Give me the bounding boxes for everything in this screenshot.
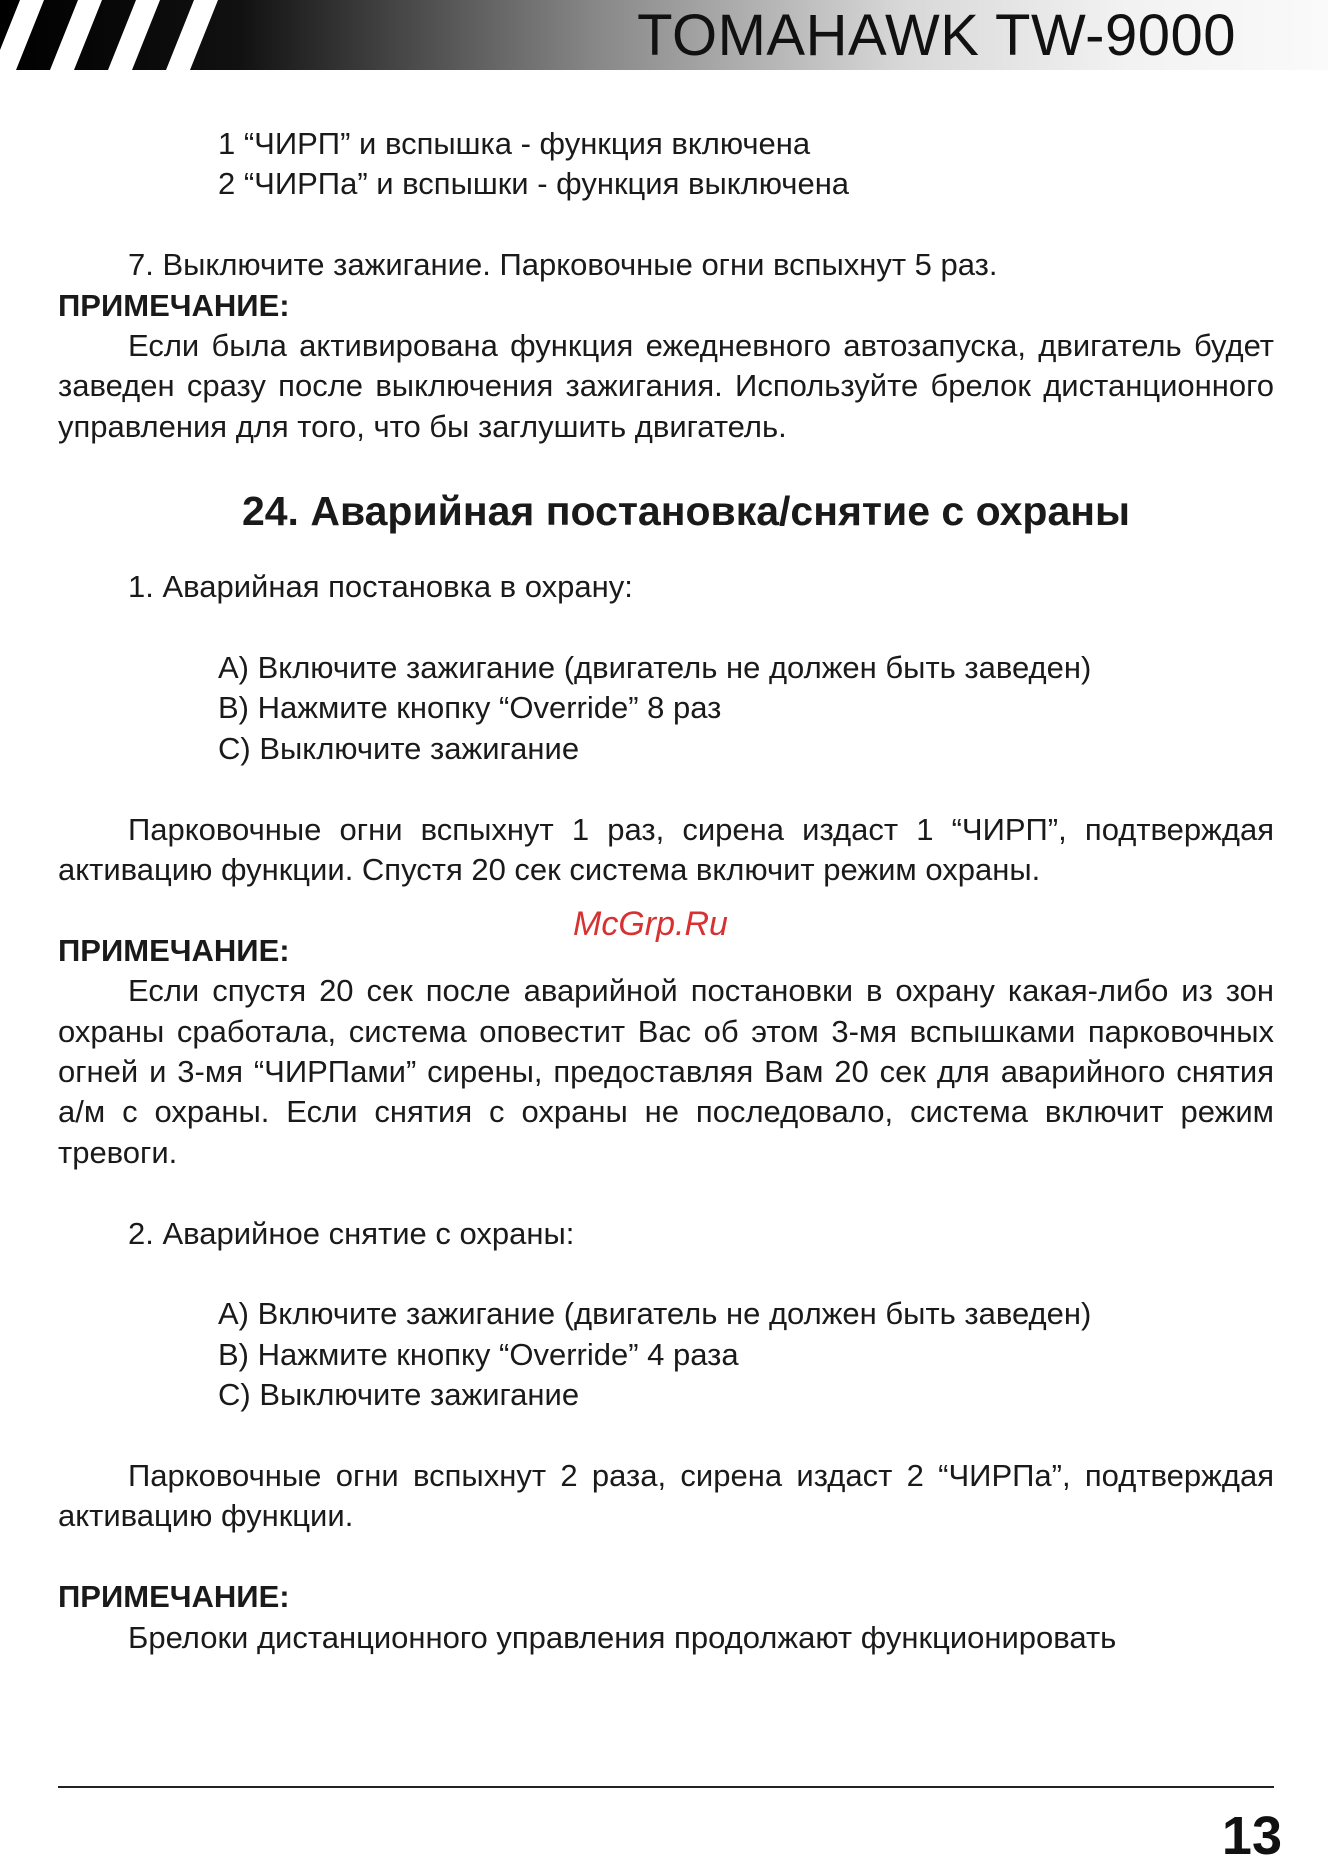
chirp-off-line: 2 “ЧИРПа” и вспышки - функция выключена (218, 166, 850, 202)
header-stripes-decoration (0, 0, 240, 70)
arm-step-c: C) Выключите зажигание (218, 730, 580, 766)
footer-divider (58, 1786, 1274, 1788)
arm-result: Парковочные огни вспыхнут 1 раз, сирена издаст 1 “ЧИРП”, подтверждая активацию функции. Спустя 20 сек система включит режим охраны. (58, 811, 1274, 888)
note-text: Если спустя 20 сек после аварийной постановки в охрану какая-либо из зон охраны сработала, система оповестит Вас об этом 3-мя вспышками парковочных огней и 3-мя “ЧИРПами” сирены, предоставляя Вам 20 сек для аварийного снятия а/м с охраны. Если снятия с охраны не последовало, система включит режим тревоги. (58, 973, 1274, 1170)
step-7: 7. Выключите зажигание. Парковочные огни вспыхнут 5 раз. (128, 247, 998, 283)
disarm-step-c: C) Выключите зажигание (218, 1377, 580, 1413)
arm-heading: 1. Аварийная постановка в охрану: (128, 569, 633, 605)
arm-step-b: B) Нажмите кнопку “Override” 8 раз (218, 690, 722, 726)
disarm-step-a: A) Включите зажигание (двигатель не должен быть заведен) (218, 1296, 1092, 1332)
page-number: 13 (1221, 1806, 1282, 1866)
note-text: Если была активирована функция ежедневного автозапуска, двигатель будет заведен сразу после выключения зажигания. Используйте брелок дистанционного управления для того, что бы заглушить двигатель. (58, 328, 1274, 444)
disarm-heading: 2. Аварийное снятие с охраны: (128, 1215, 575, 1251)
note-text: Брелоки дистанционного управления продолжают функционировать (128, 1619, 1117, 1655)
header-bar (0, 0, 1328, 70)
note-label: ПРИМЕЧАНИЕ: (58, 1579, 290, 1615)
watermark: McGrp.Ru (573, 905, 728, 943)
note-label: ПРИМЕЧАНИЕ: (58, 932, 290, 968)
disarm-result: Парковочные огни вспыхнут 2 раза, сирена издаст 2 “ЧИРПа”, подтверждая активацию функции. (58, 1458, 1274, 1534)
disarm-step-b: B) Нажмите кнопку “Override” 4 раза (218, 1336, 739, 1372)
note-label: ПРИМЕЧАНИЕ: (58, 287, 290, 323)
section-title: 24. Аварийная постановка/снятие с охраны (241, 488, 1131, 535)
chirp-on-line: 1 “ЧИРП” и вспышка - функция включена (218, 126, 811, 161)
document-title: TOMAHAWK TW-9000 (637, 3, 1236, 68)
arm-step-a: A) Включите зажигание (двигатель не должен быть заведен) (218, 650, 1092, 686)
page-content (58, 124, 1274, 1658)
